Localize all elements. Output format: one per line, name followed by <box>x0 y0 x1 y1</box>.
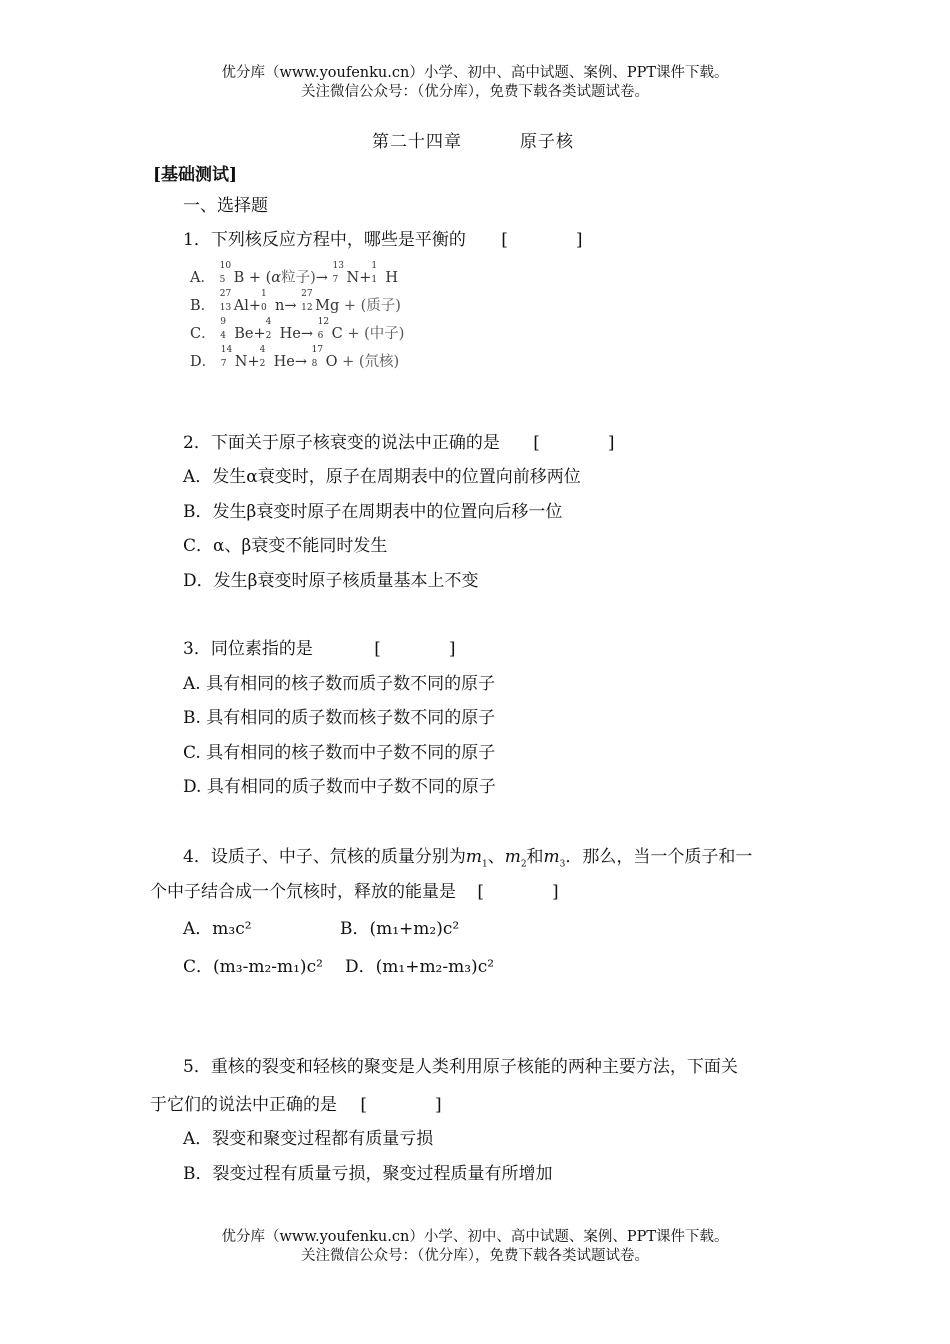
question-1-option-c: C． 9 4 Be+ 4 2 He→ 12 6 C + (中子) <box>190 323 404 345</box>
chapter-number: 第二十四章 <box>372 132 462 152</box>
nuclide-al27: 27 13 Al <box>219 289 249 314</box>
question-2-option-b: B．发生β衰变时原子在周期表中的位置向后移一位 <box>183 502 563 522</box>
question-3-stem <box>183 638 456 660</box>
nuclide-he4: 4 2 He <box>265 317 301 342</box>
arrow-icon: → <box>300 326 314 342</box>
question-3-option-a: A. 具有相同的核子数而质子数不同的原子 <box>183 674 496 694</box>
question-1-option-d: D． 14 7 N+ 4 2 He→ 17 8 O + (氘核) <box>190 351 399 373</box>
question-5-text: 于它们的说法中正确的是 <box>150 1095 337 1115</box>
question-1-option-b: B． 27 13 Al+ 1 0 n→ 27 12 Mg + (质子) <box>190 295 401 317</box>
question-5-option-a: A．裂变和聚变过程都有质量亏损 <box>183 1129 434 1149</box>
nuclide-c12: 12 6 C <box>317 317 343 342</box>
nuclide-mg27: 27 12 Mg <box>301 289 340 314</box>
question-5-option-b: B．裂变过程有质量亏损，聚变过程质量有所增加 <box>183 1164 553 1184</box>
nuclide-he4: 4 2 He <box>259 345 295 370</box>
header-line-1: 优分库（www.youfenku.cn）小学、初中、高中试题、案例、PPT课件下载。 <box>221 65 729 81</box>
nuclide-n13: 13 7 N <box>332 261 360 286</box>
option-label: C． <box>190 326 216 342</box>
footer-line-2: 关注微信公众号：（优分库），免费下载各类试题试卷。 <box>301 1248 649 1264</box>
question-5-stem-line-2 <box>150 1094 442 1116</box>
section-heading: [基础测试] <box>153 165 238 185</box>
question-4-stem-line-1: 4．设质子、中子、氘核的质量分别为$m_1$、$m_2$和$m_3$．那么，当一个质子和一 <box>183 847 753 870</box>
footer-line-1: 优分库（www.youfenku.cn）小学、初中、高中试题、案例、PPT课件下载。 <box>221 1229 729 1245</box>
question-4-stem-line-2 <box>150 881 559 903</box>
question-1-stem <box>183 229 583 251</box>
question-3-option-b: B. 具有相同的质子数而核子数不同的原子 <box>183 708 496 728</box>
question-4-text: 4．设质子、中子、氘核的质量分别为 <box>183 847 466 867</box>
question-4-text-cont: 个中子结合成一个氘核时，释放的能量是 <box>150 882 456 902</box>
page-header <box>0 64 950 102</box>
question-2-option-d: D．发生β衰变时原子核质量基本上不变 <box>183 571 479 591</box>
question-4-option-b: B．(m₁+m₂)c² <box>340 919 460 939</box>
nuclide-h1: 1 1 H <box>371 261 399 286</box>
nuclide-n1: 1 0 n <box>261 289 285 314</box>
option-label: D． <box>190 354 217 370</box>
option-label: A． <box>190 270 215 286</box>
nuclide-n14: 14 7 N <box>220 345 248 370</box>
question-2-option-c: C．α、β衰变不能同时发生 <box>183 536 388 556</box>
chapter-name: 原子核 <box>520 132 574 152</box>
chapter-title <box>372 127 574 152</box>
question-3-option-d: D. 具有相同的质子数而中子数不同的原子 <box>183 777 496 797</box>
question-4-option-c: C．(m₃-m₂-m₁)c² <box>183 957 323 977</box>
question-4-option-a: A．m₃c² <box>183 919 252 939</box>
question-2-option-a: A．发生α衰变时，原子在周期表中的位置向前移两位 <box>183 467 581 487</box>
question-2-text: 2．下面关于原子核衰变的说法中正确的是 <box>183 433 500 453</box>
question-3-option-c: C. 具有相同的核子数而中子数不同的原子 <box>183 743 496 763</box>
question-5-stem-line-1: 5．重核的裂变和轻核的聚变是人类利用原子核能的两种主要方法，下面关 <box>183 1057 738 1077</box>
question-2-stem <box>183 432 615 454</box>
nuclide-o17: 17 8 O <box>311 345 338 370</box>
question-2-answer-bracket: [ ] <box>533 433 615 453</box>
question-4-answer-bracket: [ ] <box>477 882 559 902</box>
question-1-option-a: A． 10 5 B + (α粒子)→ 13 7 N+ 1 1 H <box>190 267 398 289</box>
arrow-icon: → <box>315 270 328 286</box>
part-heading: 一、选择题 <box>183 196 268 216</box>
question-1-answer-bracket: [ ] <box>501 230 583 250</box>
question-3-answer-bracket: [ ] <box>374 639 456 659</box>
arrow-icon: → <box>294 354 307 370</box>
nuclide-b10: 10 5 B <box>219 261 245 286</box>
page-footer <box>0 1228 950 1266</box>
question-1-text: 1．下列核反应方程中，哪些是平衡的 <box>183 230 466 250</box>
question-3-text: 3．同位素指的是 <box>183 639 313 659</box>
header-line-2: 关注微信公众号：（优分库），免费下载各类试题试卷。 <box>301 84 649 100</box>
nuclide-be9: 9 4 Be <box>220 317 254 342</box>
question-4-option-d: D．(m₁+m₂-m₃)c² <box>345 957 495 977</box>
question-5-answer-bracket: [ ] <box>360 1095 442 1115</box>
option-label: B． <box>190 298 216 314</box>
arrow-icon: → <box>284 298 297 314</box>
